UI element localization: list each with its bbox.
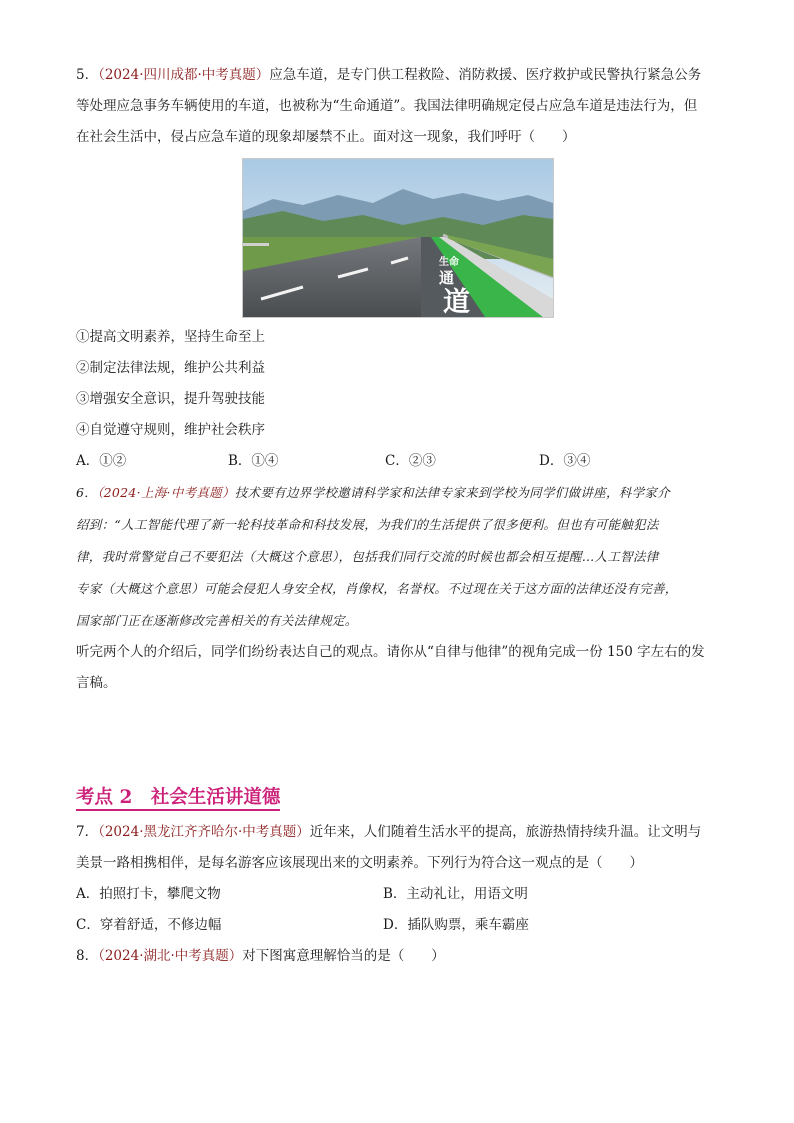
question-text-line: 绍到：“人工智能代理了新一轮科技革命和科技发展，为我们的生活提供了很多便利。但也有可能触犯法 xyxy=(76,517,659,532)
lane-text-3: 道 xyxy=(443,287,470,317)
section-title: 考点 2 社会生活讲道德 xyxy=(76,787,280,811)
question-text-line: 律，我时常警觉自己不要犯法（大概这个意思），包括我们同行交流的时候也都会相互提醒…人工智法律 xyxy=(76,549,659,564)
question-5 xyxy=(76,60,721,477)
question-source: （2024·四川成都·中考真题） xyxy=(98,67,270,83)
question-text-line: 国家部门正在逐渐修改完善相关的有关法律规定。 xyxy=(76,613,358,628)
question-text-line: 美景一路相携相伴，是每名游客应该展现出来的文明素养。下列行为符合这一观点的是（ ） xyxy=(76,855,643,871)
question-text-line: 专家（大概这个意思）可能会侵犯人身安全权，肖像权，名誉权。不过现在关于这方面的法律还没有完善， xyxy=(76,581,678,596)
section-heading xyxy=(76,781,721,815)
question-text: 对下图寓意理解恰当的是（ ） xyxy=(242,948,445,964)
question-8 xyxy=(76,941,721,972)
option-a: A．拍照打卡，攀爬文物 xyxy=(76,886,221,902)
emergency-lane-illustration xyxy=(243,159,553,317)
lane-text-1: 生命 xyxy=(439,257,459,268)
option-c: C．②③ xyxy=(385,453,436,469)
options-row xyxy=(76,910,721,941)
statement: ④自觉遵守规则，维护社会秩序 xyxy=(76,422,265,438)
option-d: D．③④ xyxy=(539,453,591,469)
question-number: 7． xyxy=(76,824,99,840)
question-6 xyxy=(76,477,721,699)
question-text-line: 在社会生活中，侵占应急车道的现象却屡禁不止。面对这一现象，我们呼吁（ ） xyxy=(76,129,576,145)
question-text-line: 近年来，人们随着生活水平的提高，旅游热情持续升温。让文明与 xyxy=(309,824,702,840)
question-source: （2024·湖北·中考真题） xyxy=(98,948,243,964)
statement: ①提高文明素养，坚持生命至上 xyxy=(76,329,265,345)
question-prompt-line: 言稿。 xyxy=(76,675,117,691)
statement: ②制定法律法规，维护公共利益 xyxy=(76,360,265,376)
option-d: D．插队购票，乘车霸座 xyxy=(383,917,529,933)
option-c: C．穿着舒适，不修边幅 xyxy=(76,917,222,933)
option-b: B．主动礼让，用语文明 xyxy=(383,886,528,902)
question-text-line: 技术要有边界学校邀请科学家和法律专家来到学校为同学们做讲座，科学家介 xyxy=(234,485,670,500)
options-row xyxy=(76,446,721,477)
option-b: B．①④ xyxy=(228,453,279,469)
statement: ③增强安全意识，提升驾驶技能 xyxy=(76,391,265,407)
question-7 xyxy=(76,817,721,941)
options-row xyxy=(76,879,721,910)
question-source: （2024·黑龙江齐齐哈尔·中考真题） xyxy=(98,824,310,840)
option-a: A．①② xyxy=(76,453,127,469)
question-number: 5． xyxy=(76,67,99,83)
emergency-lane-photo xyxy=(242,158,554,318)
document-page xyxy=(76,60,721,972)
question-number: 8． xyxy=(76,948,99,964)
lane-text-2: 通 xyxy=(439,269,455,287)
question-text-line: 应急车道，是专门供工程救险、消防救援、医疗救护或民警执行紧急公务 xyxy=(269,67,702,83)
question-prompt-line: 听完两个人的介绍后，同学们纷纷表达自己的观点。请你从“自律与他律”的视角完成一份 150 字左右的发 xyxy=(76,644,705,660)
question-source: （2024·上海·中考真题） xyxy=(97,485,235,500)
left-barrier xyxy=(243,243,269,246)
question-number: 6． xyxy=(76,485,98,500)
question-text-line: 等处理应急事务车辆使用的车道，也被称为“生命通道”。我国法律明确规定侵占应急车道是违法行为，但 xyxy=(76,98,698,114)
